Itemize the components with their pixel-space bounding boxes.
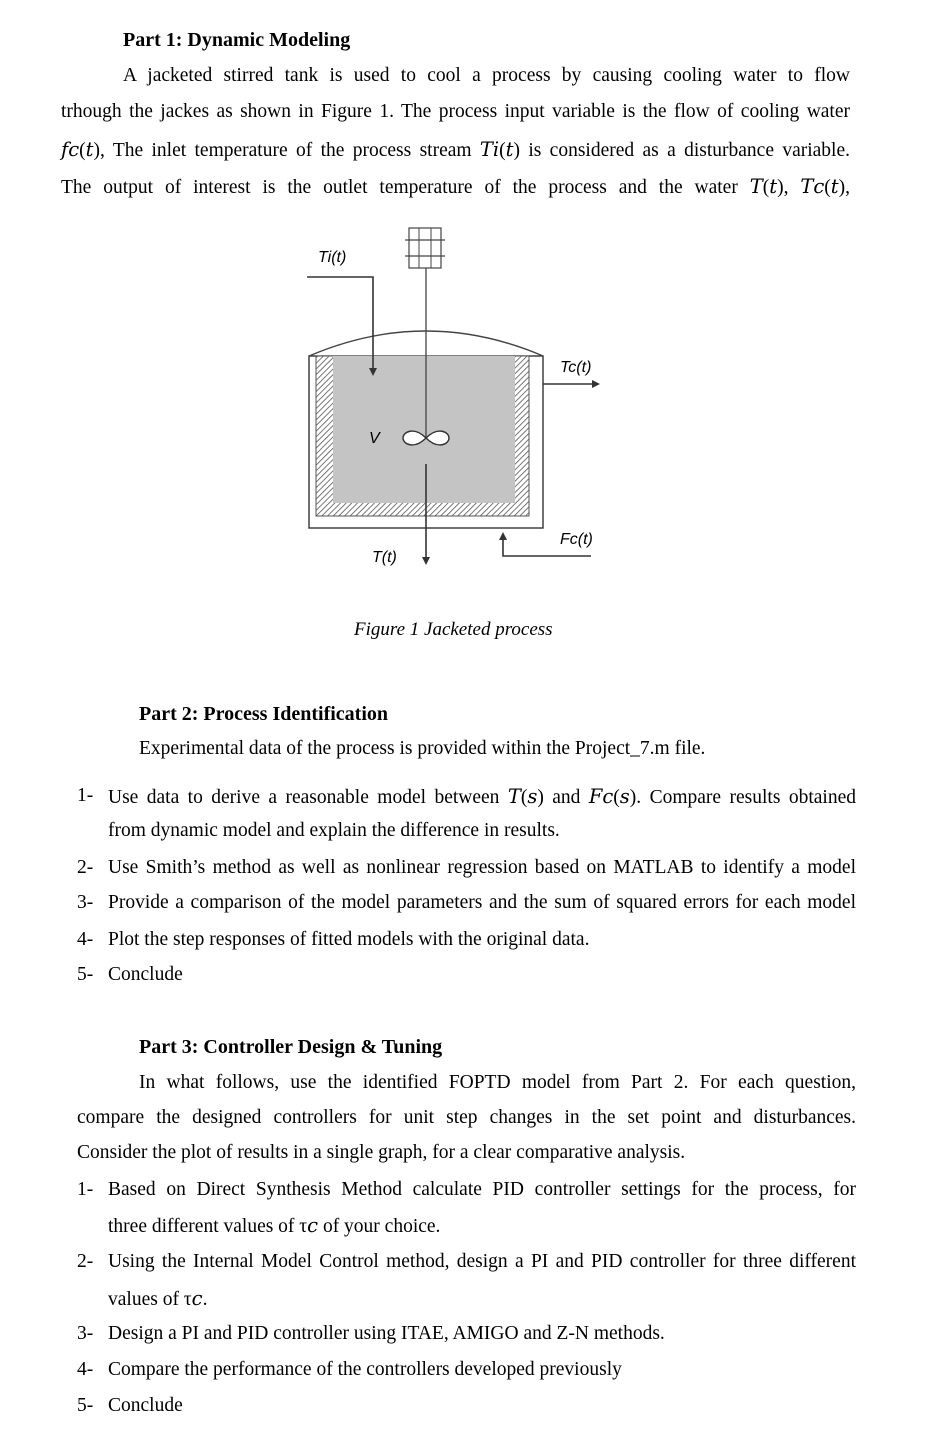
label-tc: Tc(t) [560, 359, 592, 376]
part2-item-2-line-1: Use Smith’s method as well as nonlinear regression based on MATLAB to identify a model [108, 857, 856, 878]
coolant-inlet-arrow-icon [499, 532, 507, 540]
part2-item-3-line-1: Provide a comparison of the model parameters and the sum of squared errors for each model [108, 892, 856, 913]
motor-icon [405, 228, 445, 268]
part3-item-1-line-2: three different values of τ𝑐 of your choice. [108, 1216, 441, 1237]
part3-line-3: Consider the plot of results in a single graph, for a clear comparative analysis. [77, 1142, 686, 1163]
label-t: T(t) [372, 549, 397, 566]
part1-line-4: The output of interest is the outlet temperature of the process and the water 𝑇(𝑡), 𝑇𝑐(𝑡), [61, 177, 850, 198]
part3-item-5-number: 5- [77, 1395, 94, 1416]
part3-item-2-line-1: Using the Internal Model Control method, design a PI and PID controller for three different [108, 1251, 856, 1272]
part2-item-2-number: 2- [77, 857, 94, 878]
part2-item-4-number: 4- [77, 929, 94, 950]
figure-caption: Figure 1 Jacketed process [354, 619, 553, 640]
part2-item-1-line-2: from dynamic model and explain the difference in results. [108, 820, 560, 841]
part2-item-1-line-1: Use data to derive a reasonable model between 𝑇(𝑠) and 𝐹𝑐(𝑠). Compare results obtained [108, 787, 856, 808]
part3-item-1-line-1: Based on Direct Synthesis Method calculate PID controller settings for the process, for [108, 1179, 856, 1200]
outlet-arrow-icon [422, 557, 430, 565]
part3-item-4-line-1: Compare the performance of the controllers developed previously [108, 1359, 622, 1380]
part3-item-2-number: 2- [77, 1251, 94, 1272]
label-fc: Fc(t) [560, 531, 593, 548]
part2-heading: Part 2: Process Identification [139, 703, 389, 725]
label-v: V [369, 430, 380, 447]
part3-line-2: compare the designed controllers for unit step changes in the set point and disturbances. [77, 1107, 856, 1128]
coolant-outlet-arrow-icon [592, 380, 600, 388]
part1-line-2: trhough the jackes as shown in Figure 1. The process input variable is the flow of cooling water [61, 101, 850, 122]
label-ti: Ti(t) [318, 249, 347, 266]
part2-item-3-number: 3- [77, 892, 94, 913]
part2-intro: Experimental data of the process is provided within the Project_7.m file. [139, 738, 706, 759]
part3-line-1: In what follows, use the identified FOPTD model from Part 2. For each question, [139, 1072, 856, 1093]
part2-item-4-line-1: Plot the step responses of fitted models with the original data. [108, 929, 590, 950]
part1-heading: Part 1: Dynamic Modeling [123, 29, 351, 51]
part2-item-5-number: 5- [77, 964, 94, 985]
tank-liquid [333, 356, 515, 503]
part2-item-1-number: 1- [77, 785, 94, 806]
part1-line-1: A jacketed stirred tank is used to cool a process by causing cooling water to flow [123, 65, 850, 86]
part3-item-1-number: 1- [77, 1179, 94, 1200]
part3-heading: Part 3: Controller Design & Tuning [139, 1036, 443, 1058]
jacketed-process-figure [290, 220, 620, 590]
part1-line-3: 𝑓𝑐(𝑡), The inlet temperature of the process stream 𝑇𝑖(𝑡) is considered as a disturbance variable. [61, 140, 850, 161]
part3-item-4-number: 4- [77, 1359, 94, 1380]
part3-item-5-line-1: Conclude [108, 1395, 183, 1416]
part3-item-3-line-1: Design a PI and PID controller using ITAE, AMIGO and Z-N methods. [108, 1323, 665, 1344]
part2-item-5-line-1: Conclude [108, 964, 183, 985]
part3-item-2-line-2: values of τ𝑐. [108, 1289, 208, 1310]
part3-item-3-number: 3- [77, 1323, 94, 1344]
